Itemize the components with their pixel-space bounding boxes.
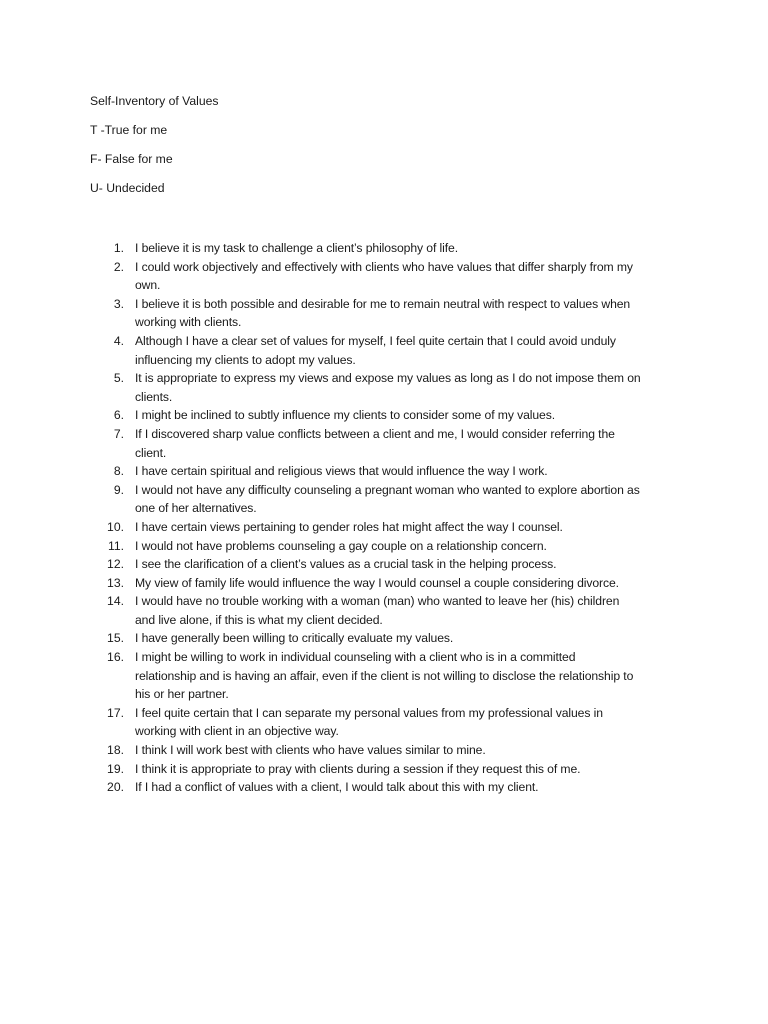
list-item-line: I believe it is both possible and desirable for me to remain neutral with respect to values when — [135, 296, 631, 311]
list-item — [0, 239, 768, 258]
list-item-text — [135, 239, 680, 258]
document-title: Self-Inventory of Values — [90, 94, 219, 108]
list-item-text — [135, 332, 680, 369]
list-item-number: 2. — [113, 259, 124, 274]
list-item — [0, 462, 768, 481]
list-item-number: 16. — [107, 650, 124, 665]
list-item-line: client. — [135, 445, 167, 460]
list-item — [0, 332, 768, 369]
list-item-line: If I had a conflict of values with a client, I would talk about this with my client. — [135, 780, 539, 795]
list-item-line: I believe it is my task to challenge a client’s philosophy of life. — [135, 241, 458, 255]
list-item-number: 18. — [107, 743, 124, 758]
list-item-text — [135, 462, 680, 481]
list-item-number: 7. — [113, 426, 124, 441]
list-item-number: 10. — [107, 519, 124, 534]
list-item-number: 19. — [107, 761, 124, 776]
list-item-number: 12. — [107, 557, 124, 572]
list-item-text — [135, 295, 680, 332]
list-item-text — [135, 648, 680, 704]
list-item-line: My view of family life would influence the way I would counsel a couple considering divorce. — [135, 575, 619, 590]
list-item-number: 20. — [107, 780, 124, 795]
list-item — [0, 592, 768, 629]
list-item-line: I would not have problems counseling a gay couple on a relationship concern. — [135, 538, 547, 553]
list-item-line: I think I will work best with clients who have values similar to mine. — [135, 743, 486, 758]
list-item — [0, 481, 768, 518]
list-item-text — [135, 537, 680, 556]
document-header — [90, 93, 690, 209]
list-item-line: I have certain spiritual and religious views that would influence the way I work. — [135, 464, 548, 479]
list-item-number: 8. — [113, 464, 124, 479]
list-item-text — [135, 574, 680, 593]
list-item-line: influencing my clients to adopt my values. — [135, 352, 356, 367]
list-item-line: I feel quite certain that I can separate my personal values from my professional values in — [135, 705, 603, 720]
list-item-text — [135, 258, 680, 295]
list-item-number: 3. — [113, 296, 124, 311]
list-item-text — [135, 760, 680, 779]
list-item-text — [135, 555, 680, 574]
list-item — [0, 295, 768, 332]
list-item-line: I see the clarification of a client’s values as a crucial task in the helping process. — [135, 557, 557, 572]
list-item-line: I have certain views pertaining to gender roles hat might affect the way I counsel. — [135, 519, 563, 534]
list-item-line: If I discovered sharp value conflicts between a client and me, I would consider referring the — [135, 426, 615, 441]
legend-true: T -True for me — [90, 123, 168, 137]
list-item — [0, 518, 768, 537]
list-item-line: It is appropriate to express my views and expose my values as long as I do not impose them on — [135, 371, 641, 386]
list-item-number: 13. — [107, 575, 124, 590]
list-item — [0, 574, 768, 593]
list-item-number: 15. — [107, 631, 124, 646]
list-item-line: Although I have a clear set of values for myself, I feel quite certain that I could avoid unduly — [135, 333, 616, 348]
list-item-line: working with client in an objective way. — [135, 724, 339, 739]
list-item-number: 5. — [113, 371, 124, 386]
list-item-line: I would not have any difficulty counseling a pregnant woman who wanted to explore abortion as — [135, 482, 640, 497]
legend-false: F- False for me — [90, 152, 173, 166]
list-item-number: 14. — [107, 594, 124, 609]
list-item-line: and live alone, if this is what my client decided. — [135, 612, 383, 627]
list-item — [0, 425, 768, 462]
list-item — [0, 629, 768, 648]
list-item — [0, 704, 768, 741]
list-item — [0, 760, 768, 779]
list-item-line: I have generally been willing to critically evaluate my values. — [135, 631, 454, 646]
list-item-number: 17. — [107, 705, 124, 720]
values-inventory-list — [0, 239, 768, 797]
list-item-line: own. — [135, 278, 161, 293]
list-item-text — [135, 406, 680, 425]
list-item-text — [135, 592, 680, 629]
list-item — [0, 741, 768, 760]
list-item-line: clients. — [135, 389, 173, 404]
list-item-line: I might be inclined to subtly influence my clients to consider some of my values. — [135, 408, 556, 423]
list-item-text — [135, 369, 680, 406]
list-item-number: 1. — [113, 241, 124, 255]
list-item-line: working with clients. — [135, 315, 242, 330]
list-item-text — [135, 518, 680, 537]
list-item — [0, 778, 768, 797]
list-item-number: 4. — [113, 333, 124, 348]
list-item-number: 11. — [107, 538, 124, 553]
list-item-text — [135, 629, 680, 648]
list-item-line: I think it is appropriate to pray with clients during a session if they request this of me. — [135, 761, 581, 776]
list-item — [0, 258, 768, 295]
list-item-text — [135, 704, 680, 741]
list-item — [0, 555, 768, 574]
list-item-line: his or her partner. — [135, 687, 229, 702]
list-item-number: 6. — [113, 408, 124, 423]
list-item-text — [135, 481, 680, 518]
list-item-line: I would have no trouble working with a woman (man) who wanted to leave her (his) children — [135, 594, 620, 609]
list-item — [0, 648, 768, 704]
legend-undecided: U- Undecided — [90, 181, 165, 195]
list-item — [0, 369, 768, 406]
list-item-text — [135, 425, 680, 462]
list-item-line: relationship and is having an affair, even if the client is not willing to disclose the relationship to — [135, 668, 634, 683]
list-item — [0, 406, 768, 425]
list-item-line: I might be willing to work in individual counseling with a client who is in a committed — [135, 650, 576, 665]
list-item-text — [135, 741, 680, 760]
list-item — [0, 537, 768, 556]
list-item-text — [135, 778, 680, 797]
list-item-line: I could work objectively and effectively with clients who have values that differ sharply from my — [135, 259, 633, 274]
list-item-line: one of her alternatives. — [135, 501, 257, 516]
list-item-number: 9. — [113, 482, 124, 497]
